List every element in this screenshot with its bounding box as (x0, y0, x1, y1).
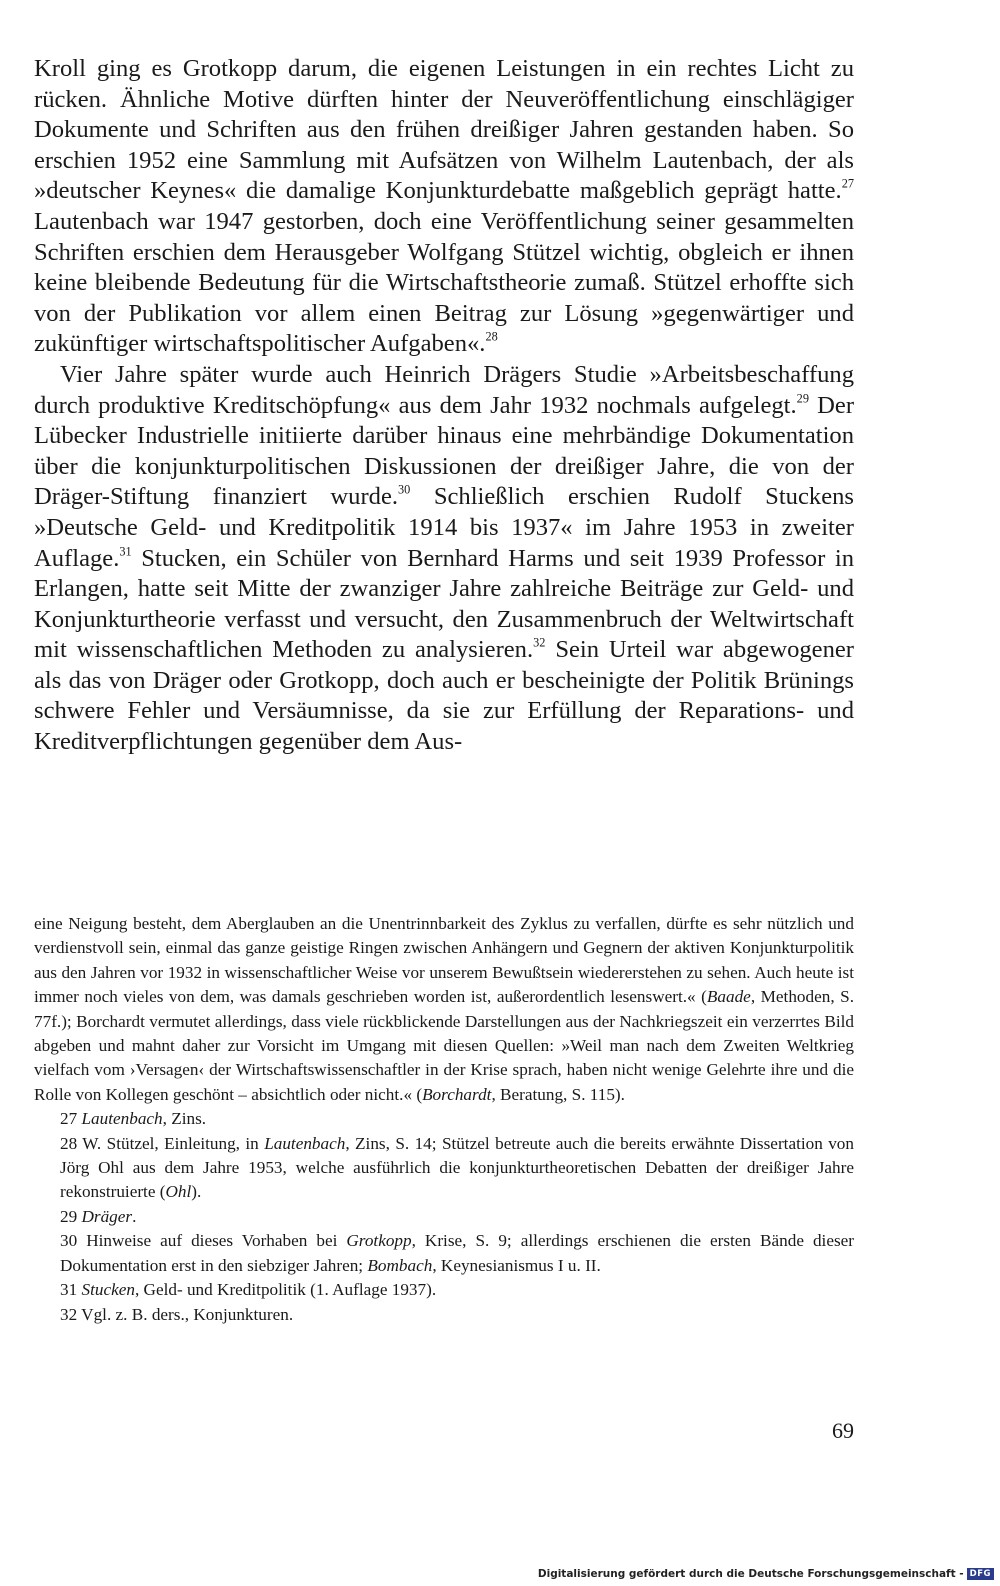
footnote-ref: 28 (485, 329, 498, 344)
body-paragraph: Kroll ging es Grotkopp darum, die eigenen Leistungen in ein rechtes Licht zu rücken. Ähnliche Motive dürften hinter der Neuveröffentlichung einschlägiger Dokumente und Schriften aus den frühen dreißiger Jahren gestanden haben. So erschien 1952 eine Sammlung mit Aufsätzen von Wilhelm Lautenbach, der als »deutscher Keynes« die damalige Konjunkturdebatte maßgeblich geprägt hatte.$^{27}$ Lautenbach war 1947 gestorben, doch eine Veröffentlichung seiner gesammelten Schriften erschien dem Herausgeber Wolfgang Stützel wichtig, obgleich er ihnen keine bleibende Bedeutung für die Wirtschaftstheorie zumaß. Stützel erhoffte sich von der Publikation vor allem einen Beitrag zur Lösung »gegenwärtiger und zukünftiger wirtschaftspolitischer Aufgaben«.$^{28}$ (34, 55, 854, 358)
main-text (34, 54, 854, 758)
body-paragraph: Vier Jahre später wurde auch Heinrich Drägers Studie »Arbeitsbeschaffung durch produktive Kreditschöpfung« aus dem Jahr 1932 nochmals aufgelegt.$^{29}$ Der Lübecker Industrielle initiierte darüber hinaus eine mehrbändige Dokumentation über die konjunkturpolitischen Diskussionen der dreißiger Jahre, die von der Dräger-Stiftung finanziert wurde.$^{30}$ Schließlich erschien Rudolf Stuckens »Deutsche Geld- und Kreditpolitik 1914 bis 1937« im Jahre 1953 in zweiter Auflage.$^{31}$ Stucken, ein Schüler von Bernhard Harms und seit 1939 Professor in Erlangen, hatte seit Mitte der zwanziger Jahre zahlreiche Beiträge zur Geld- und Konjunkturtheorie verfasst und versucht, den Zusammenbruch der Weltwirtschaft mit wissenschaftlichen Methoden zu analysieren.$^{32}$ Sein Urteil war abgewogener als das von Dräger oder Grotkopp, doch auch er bescheinigte der Politik Brünings schwere Fehler und Versäumnisse, da sie zur Erfüllung der Reparations- und Kreditverpflichtungen gegenüber dem Aus- (34, 360, 855, 756)
author-citation: Grotkopp (346, 1231, 412, 1251)
footnotes (34, 912, 854, 1327)
author-citation: Dräger (81, 1206, 133, 1226)
author-citation: Baade (706, 987, 751, 1007)
footnote-27: 27 Lautenbach, Zins. (60, 1109, 207, 1129)
digitization-credit (538, 1568, 994, 1580)
footnote-ref: 30 (398, 482, 411, 497)
author-citation: Stucken (81, 1280, 135, 1300)
footnote-28: 28 W. Stützel, Einleitung, in Lautenbach, Zins, S. 14; Stützel betreute auch die bereits erwähnte Dissertation von Jörg Ohl aus dem Jahre 1953, welche ausführlich die konjunkturtheoretischen Debatten der dreißiger Jahre rekonstruierte (Ohl). (60, 1133, 854, 1202)
page-number: 69 (832, 1418, 854, 1443)
footnote-ref: 32 (533, 635, 546, 650)
dfg-logo: DFG (967, 1568, 994, 1580)
footnote-ref: 31 (119, 544, 132, 559)
footnote-32: 32 Vgl. z. B. ders., Konjunkturen. (60, 1304, 294, 1324)
footnote-29: 29 Dräger. (60, 1206, 137, 1226)
footnote-31: 31 Stucken, Geld- und Kreditpolitik (1. Auflage 1937). (60, 1280, 437, 1300)
footnote-continuation: eine Neigung besteht, dem Aberglauben an die Unentrinnbarkeit des Zyklus zu verfallen, dürfte es sehr nützlich und verdienstvoll sein, einmal das ganze geistige Ringen zwischen Anhängern und Gegnern der aktiven Konjunkturpolitik aus den Jahren vor 1932 in wissenschaftlicher Weise vor unserem Bewußtsein wiedererstehen zu sehen. Auch heute ist immer noch vieles von dem, was damals geschrieben worden ist, außerordentlich lesenswert.« (Baade, Methoden, S. 77f.); Borchardt vermutet allerdings, dass viele rückblickende Darstellungen aus der Nachkriegszeit ein verzerrtes Bild abgeben und mahnt daher zur Vorsicht im Umgang mit diesen Quellen: »Weil man nach dem Zweiten Weltkrieg vielfach vom ›Versagen‹ der Wirtschaftswissenschaftler in der Krise sprach, haben nicht wenige Gelehrte ihre und die Rolle von Kollegen geschönt – absichtlich oder nicht.« (Borchardt, Beratung, S. 115). (34, 914, 854, 1104)
author-citation: Lautenbach (264, 1133, 346, 1153)
footnote-ref: 27 (841, 176, 854, 191)
credit-text: Digitalisierung gefördert durch die Deutsche Forschungsgemeinschaft - (537, 1568, 964, 1580)
footnote-ref: 29 (796, 391, 809, 406)
author-citation: Lautenbach (81, 1109, 163, 1129)
author-citation: Ohl (165, 1182, 192, 1202)
author-citation: Borchardt (422, 1084, 492, 1104)
author-citation: Bombach (367, 1255, 433, 1275)
footnote-30: 30 Hinweise auf dieses Vorhaben bei Grotkopp, Krise, S. 9; allerdings erschienen die ersten Bände dieser Dokumentation erst in den siebziger Jahren; Bombach, Keynesianismus I u. II. (60, 1231, 854, 1275)
